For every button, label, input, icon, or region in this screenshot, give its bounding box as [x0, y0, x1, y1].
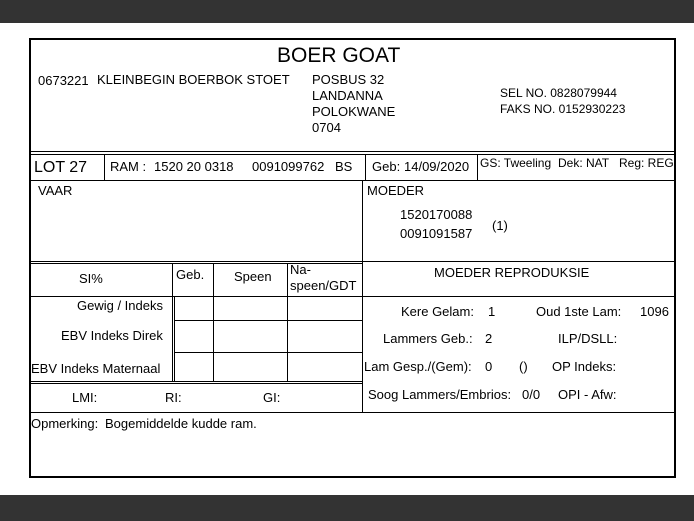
lmi-label: LMI:: [72, 390, 98, 405]
lam-gesp-value: 0: [485, 359, 493, 374]
ram-id: 0091099762: [252, 159, 325, 174]
lammers-geb-label: Lammers Geb.:: [383, 331, 473, 346]
speen-header: Speen: [234, 269, 272, 284]
row-ebv-direk: EBV Indeks Direk: [61, 328, 163, 343]
divider: [365, 154, 366, 180]
opi-label: OPI - Afw:: [558, 387, 617, 402]
soog-label: Soog Lammers/Embrios:: [368, 387, 512, 402]
address-line-2: LANDANNA: [312, 88, 383, 103]
soog-value: 0/0: [522, 387, 541, 402]
op-indeks-label: OP Indeks:: [552, 359, 617, 374]
lot-number: LOT 27: [34, 159, 88, 176]
vaar-label: VAAR: [38, 183, 73, 198]
divider: [31, 383, 362, 384]
breeder-code: 0673221: [38, 73, 89, 88]
reg-info: Reg: REG: [619, 156, 674, 170]
oud-lam-label: Oud 1ste Lam:: [536, 304, 622, 319]
divider: [104, 154, 105, 180]
moeder-count: (1): [492, 218, 508, 233]
divider: [31, 151, 674, 152]
dek-info: Dek: NAT: [558, 156, 610, 170]
row-ebv-maternaal: EBV Indeks Maternaal: [31, 361, 161, 376]
divider: [477, 154, 478, 180]
remarks-text: Bogemiddelde kudde ram.: [105, 416, 257, 431]
divider: [31, 296, 362, 297]
divider: [287, 263, 288, 381]
lammers-geb-value: 2: [485, 331, 493, 346]
divider: [31, 381, 362, 382]
ri-label: RI:: [165, 390, 182, 405]
remarks-label: Opmerking:: [31, 416, 99, 431]
ram-label: RAM :: [110, 159, 147, 174]
kere-gelam-value: 1: [488, 304, 496, 319]
divider: [174, 352, 362, 353]
ram-code: BS: [335, 159, 353, 174]
address-line-1: POSBUS 32: [312, 72, 385, 87]
kere-gelam-label: Kere Gelam:: [401, 304, 474, 319]
divider: [31, 412, 674, 413]
sel-number: SEL NO. 0828079944: [500, 86, 617, 100]
divider: [31, 180, 674, 181]
divider: [213, 263, 214, 381]
divider: [31, 154, 674, 155]
row-gewig-indeks: Gewig / Indeks: [77, 298, 163, 313]
address-line-3: POLOKWANE: [312, 104, 396, 119]
si-header: SI%: [79, 271, 103, 286]
page: [0, 23, 694, 495]
geb-date: 14/09/2020: [404, 159, 470, 174]
lam-gesp-label: Lam Gesp./(Gem):: [364, 359, 472, 374]
gi-label: GI:: [263, 390, 281, 405]
gs-info: GS: Tweeling: [480, 156, 552, 170]
ilp-label: ILP/DSLL:: [558, 331, 618, 346]
document-title: BOER GOAT: [277, 44, 401, 67]
auction-lot-card: [29, 38, 676, 478]
stud-name: KLEINBEGIN BOERBOK STOET: [97, 72, 290, 87]
faks-number: FAKS NO. 0152930223: [500, 102, 626, 116]
address-line-4: 0704: [312, 120, 341, 135]
divider: [172, 263, 173, 381]
divider: [362, 296, 674, 297]
moeder-number: 1520170088: [400, 207, 473, 222]
geb-label: Geb:: [372, 159, 401, 174]
naspeen-header: Na- speen/GDT: [290, 262, 357, 293]
ram-number: 1520 20 0318: [154, 159, 234, 174]
lam-gesp-gem: (): [519, 359, 528, 374]
moeder-label: MOEDER: [367, 183, 425, 198]
oud-lam-value: 1096: [640, 304, 669, 319]
divider: [174, 296, 175, 381]
reproduction-title: MOEDER REPRODUKSIE: [434, 265, 590, 280]
moeder-id: 0091091587: [400, 226, 473, 241]
geb-header: Geb.: [176, 267, 205, 282]
divider: [174, 320, 362, 321]
